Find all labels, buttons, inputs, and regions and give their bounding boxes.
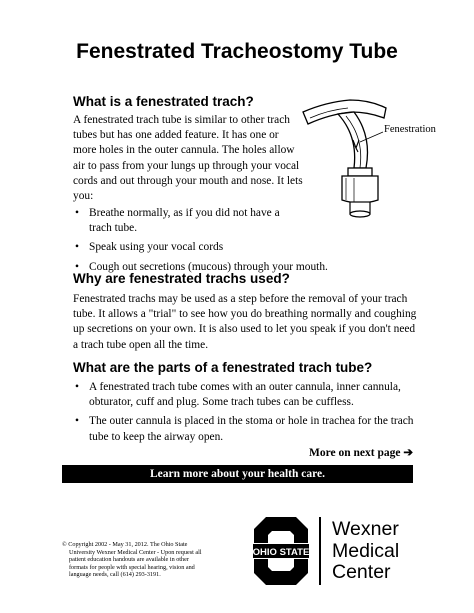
list-item: [73, 414, 418, 444]
list-item-line: • Speak using your vocal cords: [89, 241, 224, 254]
wordmark-line: Medical: [332, 539, 400, 562]
text-line: air to pass from your lungs up through your vocal: [73, 159, 300, 172]
copyright-notice: [62, 541, 232, 579]
section-heading-what-is: What is a fenestrated trach?: [73, 94, 254, 109]
wordmark-line: Wexner: [332, 518, 399, 540]
list-item-line: • The outer cannula is placed in the stoma or hole in trachea for the trach: [89, 415, 414, 428]
section-heading-parts: What are the parts of a fenestrated trach tube?: [73, 360, 373, 375]
list-item-line: trach tube.: [89, 222, 138, 235]
section-what-is-bullets: [73, 206, 333, 279]
list-item: [73, 240, 333, 255]
more-on-next-page: More on next page ➔: [309, 447, 413, 459]
text-line: tubes but has one added feature. It has one or: [73, 129, 279, 142]
section-what-is-text: [73, 113, 323, 204]
copyright-line: © Copyright 2002 - May 31, 2012. The Ohio State: [62, 541, 188, 548]
list-item: [73, 380, 418, 410]
text-line: cords and out through your mouth and nose. It lets: [73, 174, 303, 187]
section-heading-why: Why are fenestrated trachs used?: [73, 271, 290, 286]
wexner-medical-center-wordmark: [332, 519, 399, 584]
list-item-line: • A fenestrated trach tube comes with an outer cannula, inner cannula,: [89, 381, 401, 393]
ohio-state-block-o-logo: [252, 515, 310, 587]
copyright-line: formats for people with special hearing, vision and: [69, 563, 195, 571]
text-line: you:: [73, 190, 94, 203]
text-line: up secretions on your own. It is also used to let you speak if you don't need: [73, 323, 416, 336]
list-item: [73, 206, 333, 236]
list-item-line: • Cough out secretions (mucous) through your mouth.: [89, 260, 328, 273]
text-line: more holes in the outer cannula. The holes allow: [73, 144, 295, 157]
list-item-line: obturator, cuff and plug. Some trach tubes can be cuffless.: [89, 396, 354, 409]
copyright-line: language needs, call (614) 293-3191.: [69, 571, 161, 579]
copyright-line: patient education handouts are available in other: [69, 556, 189, 564]
text-line: tube. It allows a "trial" to see how you do breathing normally and coughing: [73, 308, 417, 321]
text-line: Fenestrated trachs may be used as a step before the removal of your trach: [73, 293, 408, 305]
list-item-line: tube to keep the airway open.: [89, 430, 224, 443]
learn-more-banner: Learn more about your health care.: [62, 465, 413, 483]
page-title: Fenestrated Tracheostomy Tube: [76, 40, 398, 63]
block-o-text: OHIO STATE: [252, 547, 310, 558]
trach-tube-illustration: [298, 96, 458, 226]
section-why-text: [73, 292, 418, 353]
text-line: A fenestrated trach tube is similar to other trach: [73, 114, 290, 126]
section-parts-bullets: [73, 380, 418, 449]
text-line: a trach tube open all the time.: [73, 338, 209, 351]
fenestration-label: Fenestration: [384, 124, 436, 135]
copyright-line: University Wexner Medical Center - Upon request all: [69, 548, 202, 556]
wordmark-line: Center: [332, 561, 391, 583]
logo-divider: [319, 517, 321, 585]
list-item-line: • Breathe normally, as if you did not have a: [89, 207, 280, 219]
